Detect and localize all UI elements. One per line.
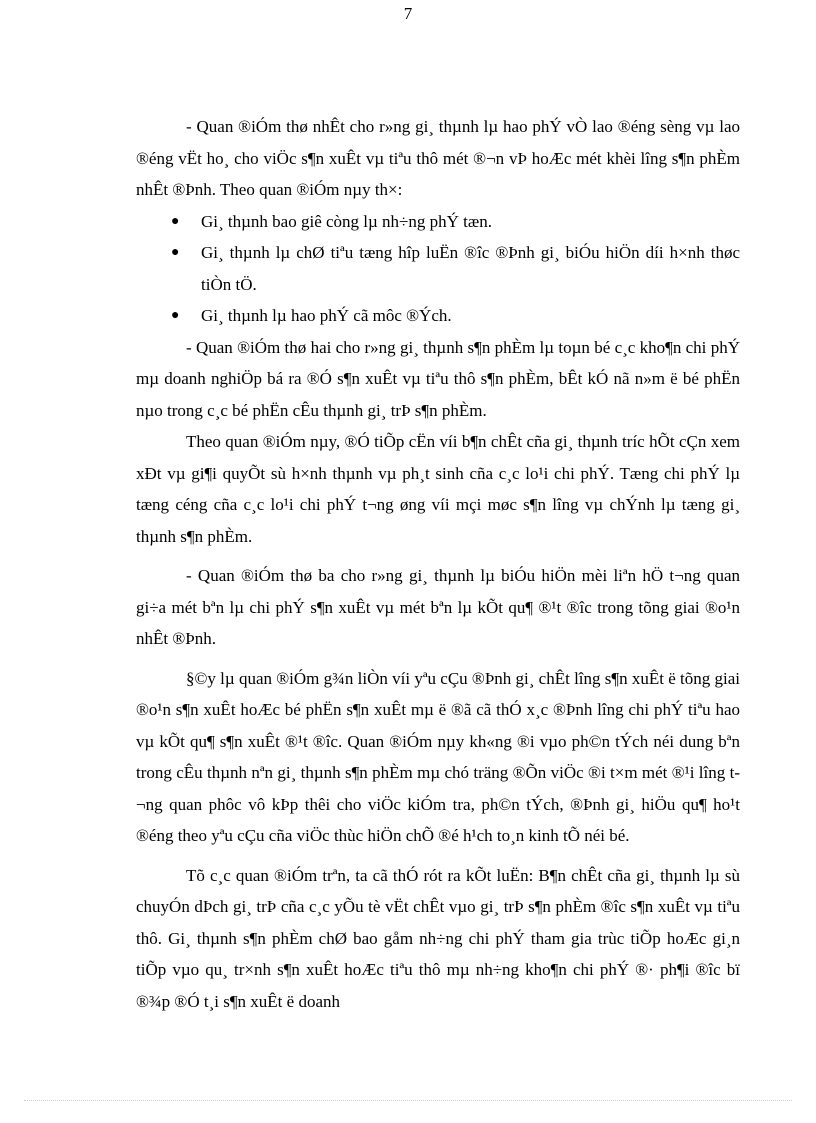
document-body [136,111,740,1017]
page-bottom-divider [24,1100,792,1101]
bullet-icon: ● [171,245,180,260]
bullet-list [136,206,740,332]
paragraph-view-one: - Quan ®iÓm thø nhÊt cho r»ng gi¸ thµnh lµ hao phÝ vÒ lao ®éng sèng vµ lao ®éng vËt ho¸ cho viÖc s¶n xuÊt vµ tiªu thô mét ®¬n vÞ hoÆc mét khèi lîng s¶n phÈm nhÊt ®Þnh. Theo quan ®iÓm nµy th×: [136,117,740,199]
bullet-item [171,206,740,238]
bullet-text: Gi¸ thµnh lµ hao phÝ cã môc ®Ých. [201,306,452,325]
bullet-text: Gi¸ thµnh lµ chØ tiªu tæng hîp luËn ®îc ®Þnh gi¸ biÓu hiÖn díi h×nh thøc tiÒn tÖ. [201,243,740,294]
bullet-text: Gi¸ thµnh bao giê còng lµ nh÷ng phÝ tæn. [201,211,492,231]
bullet-icon: ● [171,308,180,323]
paragraph-conclusion: Tõ c¸c quan ®iÓm trªn, ta cã thÓ rót ra kÕt luËn: B¶n chÊt cña gi¸ thµnh lµ sù chuyÓn dÞch gi¸ trÞ cña c¸c yÕu tè vËt chÊt vµo gi¸ trÞ s¶n phÈm ®îc s¶n xuÊt vµ tiªu thô. Gi¸ thµnh s¶n phÈm chØ bao gåm nh÷ng chi phÝ tham gia trùc tiÕp hoÆc gi¸n tiÕp vµo qu¸ tr×nh s¶n xuÊt hoÆc tiªu thô mµ nh÷ng kho¶n chi phÝ ®· ph¶i ®îc bï ®¾p ®Ó t¸i s¶n xuÊt ë doanh [136,865,740,1011]
paragraph-view-three: - Quan ®iÓm thø ba cho r»ng gi¸ thµnh lµ biÓu hiÖn mèi liªn hÖ t¬ng quan gi÷a mét bªn lµ chi phÝ s¶n xuÊt vµ mét bªn lµ kÕt qu¶ ®¹t ®îc trong tõng giai ®o¹n nhÊt ®Þnh. [136,566,740,648]
bullet-icon: ● [171,213,180,229]
paragraph-view-three-analysis: §©y lµ quan ®iÓm g¾n liÒn víi yªu cÇu ®Þnh gi¸ chÊt lîng s¶n xuÊt ë tõng giai ®o¹n s¶n xuÊt hoÆc bé phËn s¶n xuÊt mµ ë ®ã cã thÓ x¸c ®Þnh lîng chi phÝ tiªu hao vµ kÕt qu¶ s¶n xuÊt ®¹t ®îc. Quan ®iÓm nµy kh«ng ®i vµo ph©n tÝch néi dung bªn trong cÊu thµnh nªn gi¸ thµnh s¶n phÈm mµ chó träng ®Õn viÖc ®i t×m mét ®¹i lîng t¬ng quan phôc vô kÞp thêi cho viÖc kiÓm tra, ph©n tÝch, ®Þnh gi¸ hiÖu qu¶ ho¹t ®éng theo yªu cÇu cña viÖc thùc hiÖn chÕ ®é h¹ch to¸n kinh tÕ néi bé. [136,668,740,845]
page-number: 7 [403,4,413,23]
bullet-item [171,237,740,300]
paragraph-view-two-analysis: Theo quan ®iÓm nµy, ®Ó tiÕp cËn víi b¶n chÊt cña gi¸ thµnh tríc hÕt cÇn xem xÐt vµ gi¶i quyÕt sù h×nh thµnh vµ ph¸t sinh cña c¸c lo¹i chi phÝ. Tæng chi phÝ lµ tæng céng cña c¸c lo¹i chi phÝ t¬ng øng víi mçi møc s¶n lîng vµ chÝnh lµ tæng gi¸ thµnh s¶n phÈm. [136,432,740,546]
paragraph-view-two: - Quan ®iÓm thø hai cho r»ng gi¸ thµnh s¶n phÈm lµ toµn bé c¸c kho¶n chi phÝ mµ doanh nghiÖp bá ra ®Ó s¶n xuÊt vµ tiªu thô s¶n phÈm, bÊt kÓ nã n»m ë bé phËn nµo trong c¸c bé phËn cÊu thµnh gi¸ trÞ s¶n phÈm. [136,337,740,420]
bullet-item [171,300,740,332]
